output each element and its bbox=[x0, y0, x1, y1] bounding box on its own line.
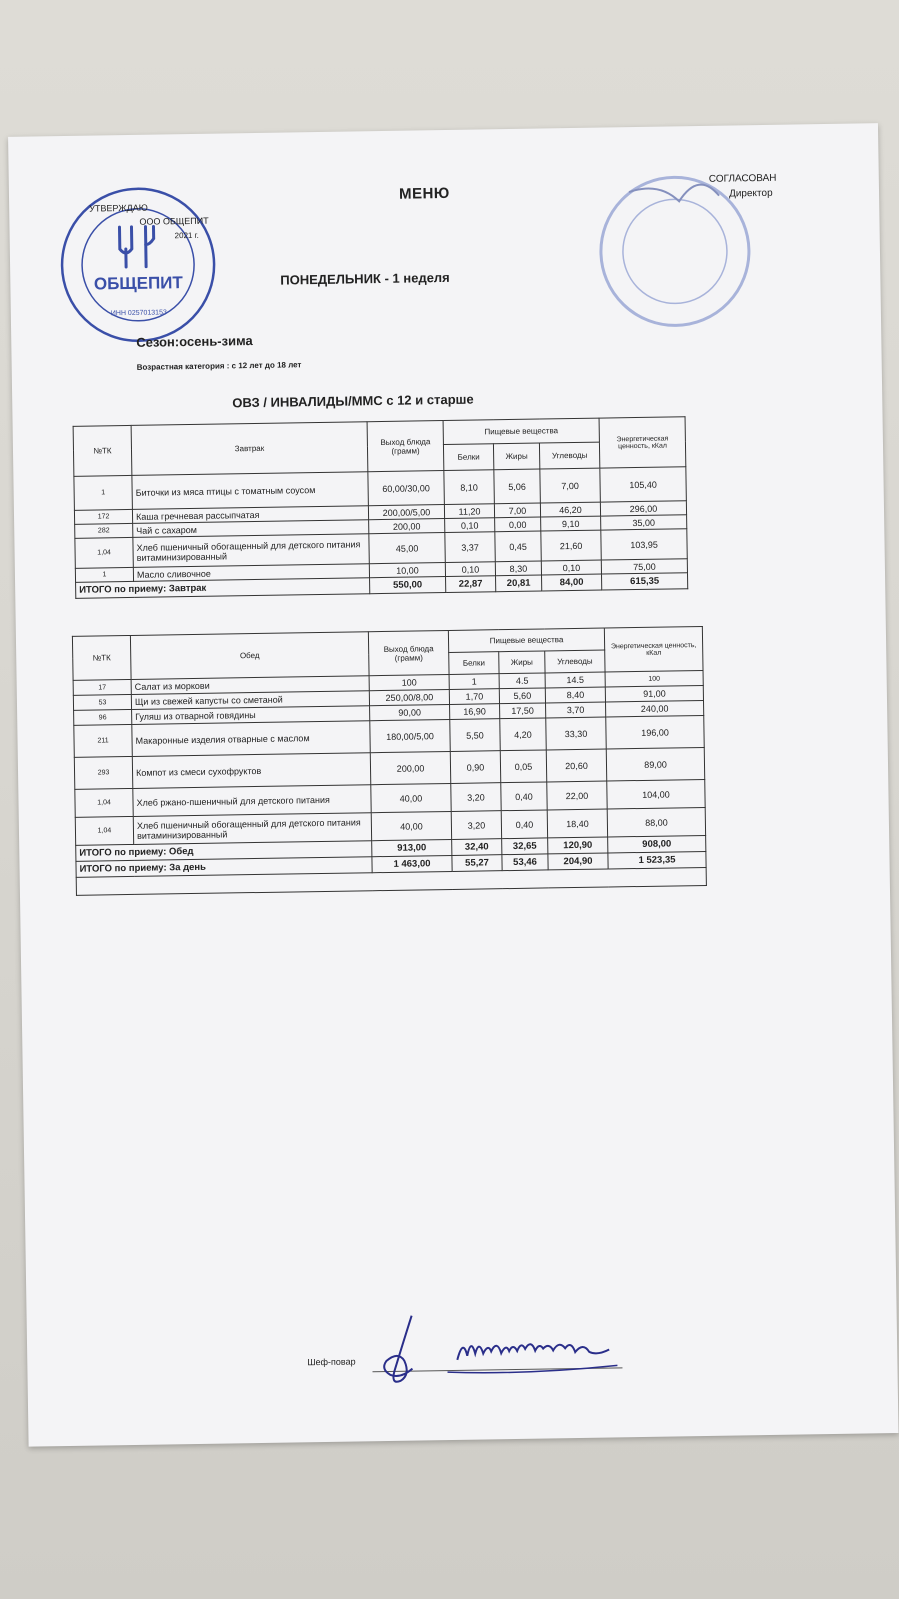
col-fat: Жиры bbox=[499, 651, 545, 674]
dish-name: Биточки из мяса птицы с томатным соусом bbox=[132, 472, 369, 510]
dish-protein: 1,70 bbox=[449, 689, 499, 705]
total-protein: 22,87 bbox=[446, 576, 496, 593]
total-energy: 615,35 bbox=[602, 573, 688, 590]
total-yield: 550,00 bbox=[370, 577, 446, 594]
dish-energy: 240,00 bbox=[606, 700, 704, 717]
dish-protein: 3,20 bbox=[451, 783, 501, 812]
row-num: 211 bbox=[74, 724, 132, 757]
total-protein: 55,27 bbox=[452, 855, 502, 872]
dish-protein: 0,90 bbox=[450, 751, 500, 784]
breakfast-table bbox=[73, 416, 689, 599]
col-fat: Жиры bbox=[493, 443, 539, 470]
dish-yield: 40,00 bbox=[371, 811, 451, 840]
lunch-heading: Обед bbox=[130, 632, 369, 680]
dish-fat: 0,45 bbox=[495, 531, 541, 562]
dish-energy: 196,00 bbox=[606, 715, 704, 749]
dish-energy: 100 bbox=[605, 670, 703, 687]
season: Сезон:осень-зима bbox=[136, 333, 253, 350]
dish-fat: 0,40 bbox=[501, 810, 547, 839]
dish-yield: 45,00 bbox=[369, 533, 445, 564]
total-energy: 1 523,35 bbox=[608, 851, 706, 869]
dish-carbs: 33,30 bbox=[546, 717, 607, 750]
dish-energy: 35,00 bbox=[601, 515, 687, 530]
col-yield: Выход блюда (грамм) bbox=[367, 421, 444, 472]
chef-label: Шеф-повар bbox=[307, 1356, 356, 1368]
total-protein: 32,40 bbox=[452, 839, 502, 856]
dish-energy: 91,00 bbox=[605, 685, 703, 702]
col-energy: Энергетическая ценность, кКал bbox=[604, 626, 703, 672]
col-nutrients: Пищевые вещества bbox=[443, 418, 599, 444]
col-carbs: Углеводы bbox=[545, 650, 605, 673]
col-protein: Белки bbox=[449, 652, 499, 675]
dish-yield: 90,00 bbox=[370, 704, 450, 720]
row-num: 172 bbox=[74, 509, 132, 524]
dish-carbs: 22,00 bbox=[547, 781, 607, 810]
dish-energy: 88,00 bbox=[607, 807, 705, 837]
row-num: 1 bbox=[75, 567, 133, 582]
approve-year: 2021 г. bbox=[174, 230, 199, 241]
dish-protein: 8,10 bbox=[444, 470, 495, 505]
dish-carbs: 14.5 bbox=[545, 672, 605, 688]
menu-sheet bbox=[8, 123, 898, 1447]
dish-protein: 16,90 bbox=[450, 704, 500, 720]
dish-fat: 5,60 bbox=[499, 688, 545, 704]
dish-fat: 17,50 bbox=[500, 703, 546, 719]
col-energy: Энергетическая ценность, кКал bbox=[599, 417, 686, 468]
dish-name: Масло сливочное bbox=[133, 564, 369, 582]
total-fat: 20,81 bbox=[496, 575, 542, 592]
col-num: №ТК bbox=[72, 635, 131, 680]
dish-energy: 296,00 bbox=[600, 501, 686, 516]
col-nutrients: Пищевые вещества bbox=[448, 628, 604, 652]
total-carbs: 204,90 bbox=[548, 853, 608, 870]
total-yield: 913,00 bbox=[372, 839, 452, 856]
row-num: 96 bbox=[74, 709, 132, 725]
total-carbs: 84,00 bbox=[542, 574, 602, 591]
dish-fat: 0,00 bbox=[495, 517, 541, 532]
total-energy: 908,00 bbox=[608, 835, 706, 853]
approve-company: ООО ОБЩЕПИТ bbox=[139, 215, 209, 227]
dish-carbs: 0,10 bbox=[541, 560, 601, 575]
row-num: 53 bbox=[73, 694, 131, 710]
dish-energy: 105,40 bbox=[600, 467, 687, 502]
col-carbs: Углеводы bbox=[539, 442, 599, 469]
dish-protein: 11,20 bbox=[444, 504, 494, 519]
dish-fat: 0,40 bbox=[501, 782, 547, 811]
svg-text:ИНН 0257013153: ИНН 0257013153 bbox=[110, 309, 167, 318]
dish-energy: 75,00 bbox=[601, 559, 687, 574]
dish-carbs: 18,40 bbox=[547, 809, 607, 838]
dish-yield: 200,00 bbox=[369, 519, 445, 534]
dish-name: Гуляш из отварной говядины bbox=[132, 706, 370, 725]
total-fat: 32,65 bbox=[502, 838, 548, 855]
dish-energy: 104,00 bbox=[607, 779, 705, 809]
dish-yield: 200,00 bbox=[370, 751, 450, 784]
document-title: МЕНЮ bbox=[398, 184, 450, 203]
dish-yield: 200,00/5,00 bbox=[368, 505, 444, 520]
col-yield: Выход блюда (грамм) bbox=[368, 630, 449, 675]
dish-protein: 0,10 bbox=[445, 562, 495, 577]
dish-name: Макаронные изделия отварные с маслом bbox=[132, 721, 370, 757]
dish-protein: 3,37 bbox=[445, 532, 495, 563]
total-label: ИТОГО по приему: За день bbox=[76, 857, 372, 878]
dish-yield: 10,00 bbox=[369, 563, 445, 578]
dish-yield: 100 bbox=[369, 674, 449, 690]
svg-text:ОБЩЕПИТ: ОБЩЕПИТ bbox=[93, 273, 183, 294]
dish-carbs: 20,60 bbox=[546, 749, 607, 782]
agreed-label: СОГЛАСОВАН bbox=[708, 172, 777, 185]
dish-energy: 89,00 bbox=[606, 747, 704, 781]
dish-name: Хлеб пшеничный обогащенный для детского питания витаминизированный bbox=[133, 534, 369, 568]
dish-yield: 180,00/5,00 bbox=[370, 719, 450, 752]
dish-protein: 3,20 bbox=[451, 811, 501, 840]
lunch-table bbox=[72, 626, 707, 896]
dish-fat: 4.5 bbox=[499, 673, 545, 689]
row-num: 282 bbox=[75, 523, 133, 538]
dish-protein: 1 bbox=[449, 674, 499, 690]
agreed-director: Директор bbox=[728, 187, 773, 200]
dish-name: Хлеб ржано-пшеничный для детского питания bbox=[133, 785, 371, 817]
dish-fat: 8,30 bbox=[495, 561, 541, 576]
dish-energy: 103,95 bbox=[601, 529, 687, 560]
breakfast-heading: Завтрак bbox=[131, 422, 368, 476]
dish-name: Чай с сахаром bbox=[133, 520, 369, 538]
row-num: 1,04 bbox=[75, 816, 133, 845]
menu-day: ПОНЕДЕЛЬНИК - 1 неделя bbox=[280, 269, 450, 288]
dish-carbs: 8,40 bbox=[545, 687, 605, 703]
dish-yield: 250,00/8,00 bbox=[369, 689, 449, 705]
dish-yield: 60,00/30,00 bbox=[368, 471, 445, 506]
dish-carbs: 3,70 bbox=[546, 702, 606, 718]
row-num: 1,04 bbox=[75, 788, 133, 817]
dish-carbs: 7,00 bbox=[540, 468, 601, 503]
total-carbs: 120,90 bbox=[548, 837, 608, 854]
dish-fat: 7,00 bbox=[494, 503, 540, 518]
approve-label: УТВЕРЖДАЮ bbox=[89, 202, 148, 214]
dish-fat: 5,06 bbox=[494, 469, 541, 504]
dish-carbs: 21,60 bbox=[541, 530, 601, 561]
row-num: 293 bbox=[74, 756, 132, 789]
dish-carbs: 46,20 bbox=[540, 502, 600, 517]
total-label: ИТОГО по приему: Завтрак bbox=[76, 578, 370, 599]
row-num: 1 bbox=[74, 475, 133, 510]
dish-protein: 5,50 bbox=[450, 719, 500, 752]
dish-fat: 4,20 bbox=[500, 718, 546, 751]
chef-signature bbox=[367, 1307, 648, 1401]
col-protein: Белки bbox=[443, 444, 493, 471]
dish-name: Салат из моркови bbox=[131, 676, 369, 695]
dish-name: Хлеб пшеничный обогащенный для детского питания витаминизированный bbox=[133, 813, 371, 845]
dish-name: Каша гречневая рассыпчатая bbox=[132, 506, 368, 524]
total-fat: 53,46 bbox=[502, 854, 548, 871]
dish-fat: 0,05 bbox=[500, 750, 546, 783]
diet-group: ОВЗ / ИНВАЛИДЫ/ММС с 12 и старше bbox=[232, 391, 474, 411]
dish-yield: 40,00 bbox=[371, 783, 451, 812]
dish-carbs: 9,10 bbox=[541, 516, 601, 531]
row-num: 1,04 bbox=[75, 537, 133, 568]
col-num: №ТК bbox=[73, 425, 132, 476]
dish-protein: 0,10 bbox=[445, 518, 495, 533]
age-category: Возрастная категория : с 12 лет до 18 лет bbox=[136, 360, 302, 372]
dish-name: Компот из смеси сухофруктов bbox=[132, 753, 370, 789]
total-label: ИТОГО по приему: Обед bbox=[76, 841, 372, 862]
row-num: 17 bbox=[73, 679, 131, 695]
dish-name: Щи из свежей капусты со сметаной bbox=[131, 691, 369, 710]
total-yield: 1 463,00 bbox=[372, 855, 452, 872]
